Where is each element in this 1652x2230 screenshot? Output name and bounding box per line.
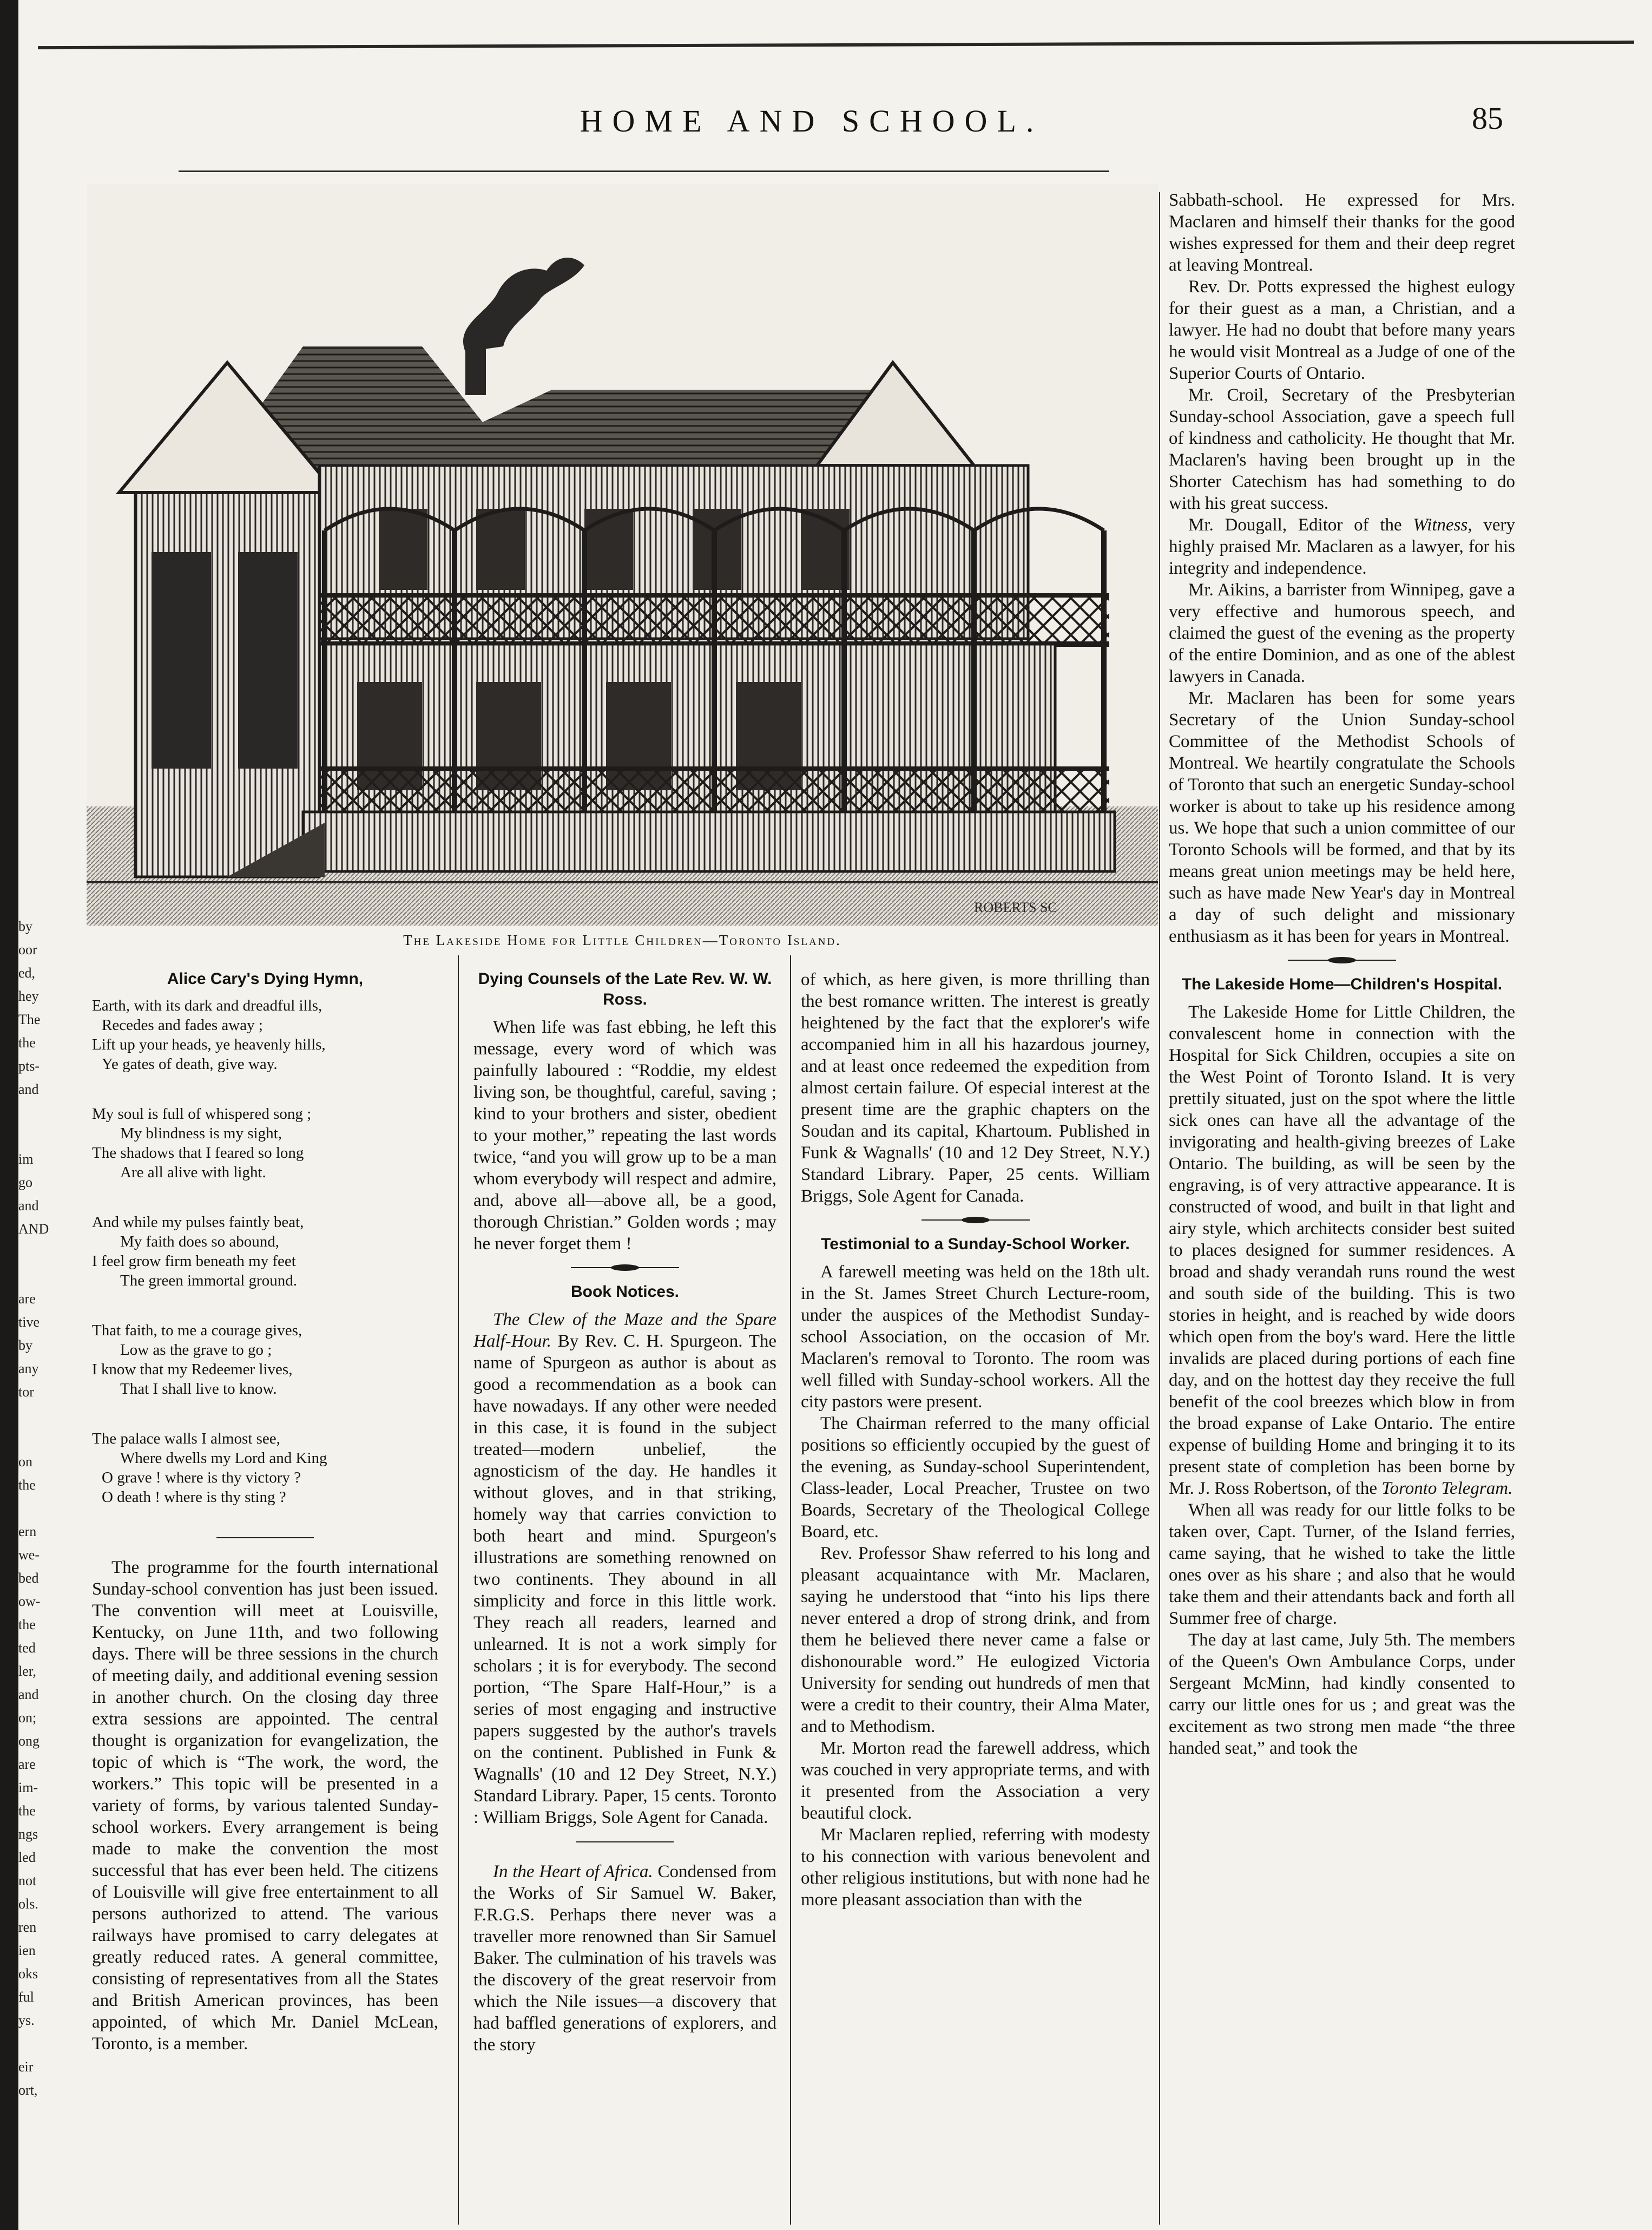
fragment-list — [18, 915, 51, 2102]
poem-line: The palace walls I almost see, — [92, 1430, 280, 1447]
fragment-line: ler, — [18, 1663, 36, 1679]
stanza — [92, 1104, 438, 1182]
ornament-divider — [1169, 956, 1515, 965]
article-paragraph: The Chairman referred to the many official positions so efficiently occupied by the guest of the evening, as Sunday-school Superintendent, Class-leader, Local Preacher, Trustee on two Boards, Secretary of the Theological College Board, etc. — [801, 1414, 1150, 1542]
fragment-line: eir — [18, 2059, 34, 2075]
fragment-line: ow- — [18, 1593, 41, 1609]
article-paragraph: When all was ready for our little folks to be taken over, Capt. Turner, of the Island ferries, came saying, that he wished to take the little ones over as his share ; and also that he would take them and their attendants back and forth all Summer free of charge. — [1169, 1500, 1515, 1628]
fragment-line: im — [18, 1151, 34, 1167]
poem-line: Are all alive with light. — [120, 1164, 266, 1181]
fragment-line: tor — [18, 1384, 34, 1400]
fragment-line: ern — [18, 1524, 37, 1539]
column-1 — [92, 969, 438, 2055]
fragment-line: by — [18, 919, 32, 934]
fragment-line — [18, 1497, 51, 1520]
fragment-line — [18, 1403, 51, 1427]
poem-line: The shadows that I feared so long — [92, 1144, 304, 1162]
fragment-line: on; — [18, 1710, 37, 1726]
fragment-line: not — [18, 1873, 37, 1888]
fragment-line — [18, 1427, 51, 1450]
fragment-line: ngs — [18, 1826, 38, 1842]
fragment-line: ren — [18, 1919, 37, 1935]
newspaper-title: Toronto Telegram. — [1381, 1479, 1513, 1498]
book-title: The Clew of the Maze and the Spare Half-Hour. — [473, 1310, 776, 1351]
poem-line: The green immortal ground. — [120, 1272, 297, 1289]
stanza — [92, 1212, 438, 1290]
poem-line: Earth, with its dark and dreadful ills, — [92, 997, 322, 1014]
fragment-line: AND — [18, 1221, 49, 1237]
article-paragraph: Mr Maclaren replied, referring with modesty to his connection with various benevolent and other religious institutions, but with none had he more pleasant association than with the — [801, 1825, 1150, 1910]
fragment-line: the — [18, 1803, 36, 1819]
fragment-line: and — [18, 1687, 39, 1702]
column-2 — [473, 969, 776, 2056]
article-paragraph: Mr. Aikins, a barrister from Winnipeg, gave a very effective and humorous speech, and claimed the guest of the evening as the property of the entire Dominion, and as one of the ablest lawyers in Canada. — [1169, 580, 1515, 686]
poem-line: Low as the grave to go ; — [120, 1341, 272, 1359]
fragment-line: oks — [18, 1966, 38, 1982]
section-rule — [576, 1841, 674, 1842]
article-paragraph: Rev. Dr. Potts expressed the highest eulogy for their guest as a man, a Christian, and a lawyer. He had no doubt that before many years he would visit Montreal as a Judge of one of the Superior Courts of Ontario. — [1169, 277, 1515, 383]
article-paragraph: A farewell meeting was held on the 18th ult. in the St. James Street Church Lecture-room, under the auspices of the Methodist Sunday-school Association, on the occasion of Mr. Maclaren's removal to Toronto. The room was well filled with Sunday-school workers. All the city pastors were present. — [801, 1262, 1150, 1412]
stanza — [92, 996, 438, 1074]
poem-title: Alice Cary's Dying Hymn, — [167, 970, 364, 988]
fragment-line: ful — [18, 1989, 34, 2005]
fragment-line — [18, 1101, 51, 1124]
fragment-line: The — [18, 1012, 41, 1027]
book-title: In the Heart of Africa. — [493, 1862, 653, 1881]
fragment-line: ys. — [18, 2012, 35, 2028]
poem-line: And while my pulses faintly beat, — [92, 1214, 304, 1231]
fragment-line: the — [18, 1035, 36, 1051]
column-rule — [790, 955, 791, 2225]
book-notice — [473, 1861, 776, 2056]
poem-line: O death ! where is thy sting ? — [102, 1488, 286, 1506]
text-run: very highly praised Mr. Maclaren as a lawyer, for his integrity and independence. — [1169, 515, 1515, 578]
stanza — [92, 1429, 438, 1507]
poem-line: Recedes and fades away ; — [102, 1016, 263, 1034]
scan-edge — [0, 0, 18, 2230]
poem-line: Ye gates of death, give way. — [102, 1055, 278, 1073]
article-paragraph: Mr. Croil, Secretary of the Presbyterian Sunday-school Association, gave a speech full of kindness and catholicity. He thought that Mr. Maclaren's having been brought up in the Shorter Catechism has had something to do with his great success. — [1169, 385, 1515, 513]
poem-line: That I shall live to know. — [120, 1380, 277, 1398]
poem-line: I feel grow firm beneath my feet — [92, 1252, 296, 1270]
text-run: Mr. Dougall, Editor of the — [1188, 515, 1413, 535]
article-title: Dying Counsels of the Late Rev. W. W. Ross. — [478, 970, 772, 1008]
fragment-line: im- — [18, 1780, 38, 1795]
poem-line: I know that my Redeemer lives, — [92, 1361, 293, 1378]
poem-line: Lift up your heads, ye heavenly hills, — [92, 1036, 326, 1053]
fragment-line: we- — [18, 1547, 40, 1563]
fragment-line — [18, 1241, 51, 1264]
fragment-line: ols. — [18, 1896, 38, 1912]
fragment-line: the — [18, 1617, 36, 1632]
fragment-line: pts- — [18, 1058, 40, 1074]
fragment-line: tive — [18, 1314, 40, 1330]
article-paragraph: When life was fast ebbing, he left this message, every word of which was painfully laboured : “Roddie, my eldest living son, be thoughtful, careful, saving ; kind to your brothers and sister, obedient to your mother,” repeating the last words twice, “and you will grow up to be a man whom everybody will respect and admire, and, above all—above all, be a good, thorough Christian.” Golden words ; may he never forget them ! — [473, 1018, 776, 1254]
fragment-line: ien — [18, 1943, 36, 1958]
article-paragraph: Mr. Morton read the farewell address, which was couched in very appropriate terms, and with it presented from the Association a very beautiful clock. — [801, 1739, 1150, 1823]
top-border-rule — [38, 41, 1634, 49]
fragment-line: are — [18, 1756, 36, 1772]
lakeside-title: The Lakeside Home—Children's Hospital. — [1181, 975, 1503, 993]
column-rule — [1159, 192, 1160, 2225]
article-paragraph — [1169, 1001, 1515, 1499]
fragment-line: ted — [18, 1640, 36, 1656]
convention-paragraph: The programme for the fourth international Sunday-school convention has just been issued. The convention will meet at Louisville, Kentucky, on June 11th, and two following days. There will be three sessions in the church of meeting daily, and additional evening session in another church. On the closing day three extra sessions are appointed. The central thought is organization for evangelization, the topic of which is “The work, the word, the workers.” This topic will be presented in a variety of forms, by various talented Sunday-school workers. Every arrangement is being made to make the convention the most successful that has ever been held. The citizens of Louisville will give free entertainment to all persons authorized to attend. The various railways have promised to carry delegates at greatly reduced rates. A general committee, consisting of representatives from all the States and British American provinces, has been appointed, of which Mr. Daniel McLean, Toronto, is a member. — [92, 1558, 438, 2054]
article-paragraph: The day at last came, July 5th. The members of the Queen's Own Ambulance Corps, under Sergeant McMinn, had kindly consented to carry our little ones for us ; and great was the excitement as two strong men made “the three handed seat,” and took the — [1169, 1630, 1515, 1758]
article-paragraph — [1169, 514, 1515, 579]
stanza — [92, 1321, 438, 1399]
fragment-line: the — [18, 1477, 36, 1493]
header-rule — [179, 170, 1109, 172]
fragment-line: any — [18, 1361, 39, 1376]
testimonial-title: Testimonial to a Sunday-School Worker. — [821, 1235, 1130, 1253]
article-paragraph: Rev. Professor Shaw referred to his long and pleasant acquaintance with Mr. Maclaren, saying he understood that “into his lips there never entered a drop of strong drink, and from them he believed there never came a false or dishonourable word.” He eulogized Victoria University for sending out hundreds of men that were a credit to their country, their Alma Mater, and to Methodism. — [801, 1544, 1150, 1736]
fragment-line: bed — [18, 1570, 39, 1586]
running-head: HOME AND SCHOOL. — [580, 103, 1044, 139]
page-number: 85 — [1472, 101, 1503, 136]
book-notices-heading: Book Notices. — [570, 1283, 680, 1301]
book-notice-text: By Rev. C. H. Spurgeon. The name of Spurgeon as author is about as good a recommendation as a book can have nowadays. If any other were needed in this case, it is found in the subject treated—modern unbelief, the agnosticism of the day. He handles it without gloves, and in that striking, homely way that carries conviction to both heart and mind. Spurgeon's illustrations are something renowned on two continents. They abound in all simplicity and force in this little work. They reach all readers, learned and unlearned. It is not a work simply for scholars ; it is for everybody. The second portion, “The Spare Half-Hour,” is a series of most engaging and instructive papers suggested by the author's travels on the continent. Published in Funk & Wagnalls' (10 and 12 Dey Street, N.Y.) Standard Library. Paper, 15 cents. Toronto : William Briggs, Sole Agent for Canada. — [473, 1332, 776, 1827]
text-run: The Lakeside Home for Little Children, the convalescent home in connection with the Hospital for Sick Children, occupies a site on the West Point of Toronto Island. It is very prettily situated, just on the spot where the little sick ones can have all the advantage of the invigorating and health-giving breezes of Lake Ontario. The building, as will be seen by the engraving, is of very attractive appearance. It is constructed of wood, and built in that light and airy style, which architects consider best suited to places designed for summer residences. A broad and shady verandah runs round the west and south side of the building. This is two stories in height, and is reached by wide doors which open from the boy's ward. Here the little invalids are placed during portions of each fine day, and on the hottest day they receive the full benefit of the cool breezes which blow in from the broad expanse of Lake Ontario. The entire expense of building Home and bringing it to its present state of completion has been borne by Mr. J. Ross Robertson, of the — [1169, 1002, 1515, 1498]
fragment-line: are — [18, 1291, 36, 1307]
fragment-line — [18, 2032, 51, 2055]
fragment-line: hey — [18, 988, 39, 1004]
fragment-line — [18, 1264, 51, 1287]
newspaper-title: Witness, — [1413, 515, 1472, 535]
poem-line: Where dwells my Lord and King — [120, 1450, 327, 1467]
article-paragraph: Sabbath-school. He expressed for Mrs. Maclaren and himself their thanks for the good wishes expressed for them and their deep regret at leaving Montreal. — [1169, 191, 1515, 275]
section-rule — [216, 1537, 314, 1538]
book-notice-text: Condensed from the Works of Sir Samuel W. Baker, F.R.G.S. Perhaps there never was a traveller more renowned than Sir Samuel Baker. The culmination of his travels was the discovery of the great reservoir from which the Nile issues—a discovery that had baffled generations of explorers, and the story — [473, 1862, 776, 2055]
column-4 — [1169, 189, 1515, 1759]
fragment-line: and — [18, 1198, 39, 1214]
adjacent-page-fragments — [18, 915, 51, 2225]
poem-line: My faith does so abound, — [120, 1233, 279, 1250]
svg-text:ROBERTS SC: ROBERTS SC — [974, 900, 1057, 915]
fragment-line: go — [18, 1175, 32, 1190]
column-rule — [458, 955, 459, 2225]
column-3 — [801, 969, 1150, 1911]
fragment-line: oor — [18, 942, 37, 957]
fragment-line: ong — [18, 1733, 40, 1749]
fragment-line: led — [18, 1849, 36, 1865]
poem — [92, 996, 438, 1507]
book-notice — [473, 1309, 776, 1828]
poem-line: That faith, to me a courage gives, — [92, 1322, 302, 1339]
fragment-line: on — [18, 1454, 32, 1470]
fragment-line: ort, — [18, 2082, 38, 2098]
continued-paragraph: of which, as here given, is more thrilling than the best romance written. The interest is greatly heightened by the fact that the explorer's wife accompanied him in all his hazardous journey, and at least once redeemed the expedition from almost certain failure. Of especial interest at the present time are the graphic chapters on the Soudan and its capital, Khartoum. Published in Funk & Wagnalls' (10 and 12 Dey Street, N.Y.) Standard Library. Paper, 25 cents. William Briggs, Sole Agent for Canada. — [801, 970, 1150, 1206]
ornament-divider — [473, 1263, 776, 1272]
engraving-caption: The Lakeside Home for Little Children—Toronto Island. — [403, 932, 841, 948]
fragment-line: by — [18, 1337, 32, 1353]
fragment-line: and — [18, 1081, 39, 1097]
article-paragraph: Mr. Maclaren has been for some years Secretary of the Union Sunday-school Committee of the Methodist Schools of Montreal. We heartily congratulate the Schools of Toronto that such an energetic Sunday-school worker is about to take up his residence among us. We hope that such a union committee of our Toronto Schools will be formed, and that by its means great union meetings may be held here, such as have made New Year's day in Montreal a day of such delight and missionary enthusiasm as it has been for years in Montreal. — [1169, 688, 1515, 946]
poem-line: My soul is full of whispered song ; — [92, 1105, 312, 1123]
poem-line: O grave ! where is thy victory ? — [102, 1469, 301, 1486]
lakeside-home-engraving — [87, 184, 1158, 926]
poem-line: My blindness is my sight, — [120, 1125, 282, 1142]
fragment-line — [18, 1124, 51, 1147]
fragment-line: ed, — [18, 965, 36, 981]
ornament-divider — [801, 1216, 1150, 1224]
